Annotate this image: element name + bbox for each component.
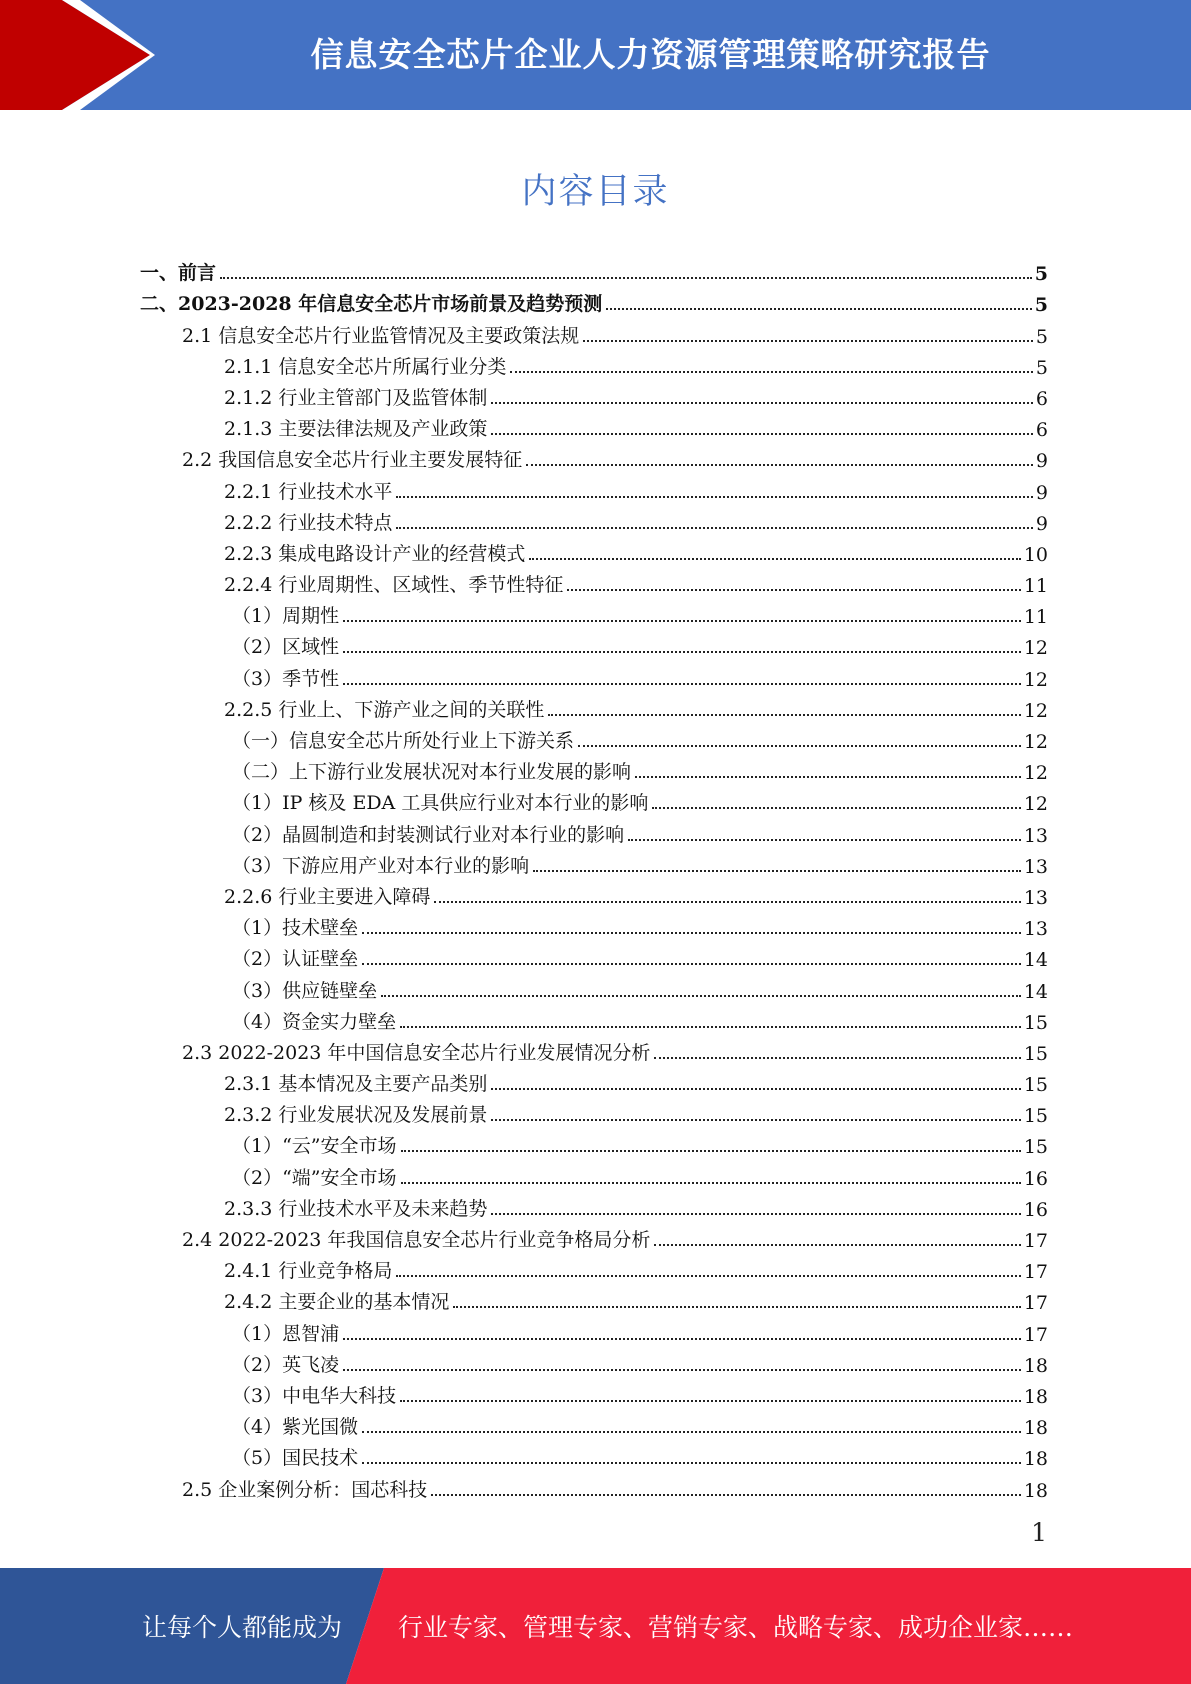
toc-entry-page: 5 (1034, 263, 1048, 286)
toc-entry[interactable] (140, 1314, 1048, 1345)
toc-entry[interactable] (140, 285, 1048, 316)
toc-dot-leader (654, 1057, 1020, 1059)
toc-entry-page: 12 (1023, 762, 1048, 785)
toc-entry-label: （2）晶圆制造和封装测试行业对本行业的影响 (232, 823, 625, 846)
toc-dot-leader (401, 1182, 1021, 1184)
toc-entry-label: （1）周期性 (232, 605, 340, 628)
toc-entry-page: 12 (1023, 731, 1048, 753)
toc-entry-label: 2.2.3 集成电路设计产业的经营模式 (224, 542, 526, 565)
toc-dot-leader (635, 776, 1021, 778)
toc-entry-label: 2.4.2 主要企业的基本情况 (224, 1291, 450, 1314)
toc-dot-leader (510, 371, 1033, 373)
toc-dot-leader (362, 1431, 1021, 1433)
toc-entry[interactable] (140, 1127, 1048, 1158)
toc-entry[interactable] (140, 1096, 1048, 1127)
footer-banner (0, 1568, 1191, 1684)
toc-entry-label: 2.1.1 信息安全芯片所属行业分类 (224, 355, 507, 378)
toc-entry[interactable] (140, 348, 1048, 379)
toc-entry-label: （4）紫光国微 (232, 1416, 359, 1439)
toc-entry-label: 二、2023-2028 年信息安全芯片市场前景及趋势预测 (140, 293, 603, 316)
toc-entry-page: 15 (1023, 1136, 1048, 1159)
toc-dot-leader (453, 1306, 1020, 1308)
toc-dot-leader (529, 558, 1020, 560)
toc-dot-leader (491, 433, 1033, 435)
toc-dot-leader (526, 464, 1033, 466)
toc-entry-page: 15 (1023, 1074, 1048, 1097)
toc-entry[interactable] (140, 1190, 1048, 1221)
toc-dot-leader (396, 496, 1033, 498)
toc-entry-page: 18 (1023, 1354, 1048, 1377)
toc-entry-page: 18 (1023, 1417, 1048, 1440)
toc-entry-page: 15 (1023, 1011, 1048, 1034)
toc-entry-label: （1）IP 核及 EDA 工具供应行业对本行业的影响 (232, 792, 649, 815)
toc-entry[interactable] (140, 1346, 1048, 1377)
toc-dot-leader (434, 901, 1020, 903)
footer-slogan-left: 让每个人都能成为 (142, 1613, 343, 1642)
toc-entry-page: 18 (1023, 1385, 1048, 1408)
toc-entry[interactable] (140, 659, 1048, 690)
toc-entry-label: （3）供应链壁垒 (232, 979, 378, 1002)
toc-entry-page: 17 (1023, 1230, 1048, 1252)
toc-entry-label: 2.4.1 行业竞争格局 (224, 1260, 393, 1283)
toc-entry-page: 12 (1023, 699, 1048, 722)
toc-entry-page: 5 (1035, 325, 1048, 348)
footer-slogan-right: 行业专家、管理专家、营销专家、战略专家、成功企业家…… (398, 1613, 1074, 1642)
toc-entry-page: 17 (1023, 1323, 1048, 1346)
toc-dot-leader (628, 839, 1021, 841)
toc-dot-leader (343, 620, 1021, 622)
toc-entry-label: （1）“云”安全市场 (232, 1135, 397, 1158)
toc-entry[interactable] (140, 1470, 1048, 1501)
toc-dot-leader (396, 1275, 1020, 1277)
toc-entry-label: 2.2 我国信息安全芯片行业主要发展特征 (182, 449, 523, 472)
toc-entry[interactable] (140, 628, 1048, 659)
toc-dot-leader (400, 1026, 1021, 1028)
toc-entry-page: 18 (1023, 1448, 1048, 1471)
toc-entry-label: （2）“端”安全市场 (232, 1166, 397, 1189)
toc-entry-page: 17 (1023, 1292, 1048, 1315)
toc-entry[interactable] (140, 410, 1048, 441)
toc-entry-page: 13 (1023, 918, 1048, 941)
toc-entry-label: （2）英飞凌 (232, 1353, 340, 1376)
toc-dot-leader (583, 340, 1033, 342)
toc-dot-leader (491, 1088, 1020, 1090)
toc-entry[interactable] (140, 254, 1048, 285)
toc-entry-page: 16 (1023, 1198, 1048, 1221)
toc-entry-label: 2.2.1 行业技术水平 (224, 480, 393, 503)
toc-entry-page: 17 (1023, 1261, 1048, 1284)
toc-dot-leader (606, 308, 1032, 310)
toc-entry-page: 9 (1035, 450, 1048, 473)
toc-entry-label: （3）下游应用产业对本行业的影响 (232, 854, 530, 877)
toc-entry-label: 2.5 企业案例分析：国芯科技 (182, 1478, 428, 1501)
toc-dot-leader (548, 714, 1020, 716)
toc-entry-label: （4）资金实力壁垒 (232, 1010, 397, 1033)
toc-entry-label: （二）上下游行业发展状况对本行业发展的影响 (232, 761, 632, 784)
toc-entry-label: 2.3 2022-2023 年中国信息安全芯片行业发展情况分析 (182, 1041, 651, 1064)
toc-dot-leader (343, 1338, 1021, 1340)
toc-entry[interactable] (140, 1439, 1048, 1470)
toc-entry[interactable] (140, 753, 1048, 784)
toc-entry-page: 12 (1023, 668, 1048, 691)
toc-dot-leader (652, 807, 1020, 809)
toc-dot-leader (401, 1150, 1021, 1152)
toc-entry-page: 18 (1023, 1479, 1048, 1502)
toc-entry[interactable] (140, 815, 1048, 846)
toc-dot-leader (491, 1213, 1020, 1215)
toc-entry-label: （3）季节性 (232, 667, 340, 690)
toc-entry[interactable] (140, 722, 1048, 753)
toc-entry[interactable] (140, 1283, 1048, 1314)
toc-entry[interactable] (140, 971, 1048, 1002)
toc-entry[interactable] (140, 940, 1048, 971)
toc-entry-label: 一、前言 (140, 262, 217, 285)
toc-entry-page: 16 (1023, 1167, 1048, 1190)
toc-entry-label: 2.2.2 行业技术特点 (224, 511, 393, 534)
toc-entry[interactable] (140, 504, 1048, 535)
toc-entry-label: （5）国民技术 (232, 1447, 359, 1470)
toc-entry[interactable] (140, 1377, 1048, 1408)
toc-entry-page: 11 (1023, 606, 1048, 629)
toc-entry-label: （2）认证壁垒 (232, 948, 359, 971)
toc-entry-page: 12 (1023, 793, 1048, 816)
toc-entry[interactable] (140, 1252, 1048, 1283)
toc-entry-label: 2.4 2022-2023 年我国信息安全芯片行业竞争格局分析 (182, 1229, 651, 1251)
toc-entry-page: 5 (1034, 294, 1048, 317)
toc-entry-page: 13 (1023, 886, 1048, 909)
toc-entry-page: 11 (1023, 575, 1048, 598)
toc-entry[interactable] (140, 1034, 1048, 1065)
toc-dot-leader (343, 683, 1021, 685)
toc-entry-page: 9 (1035, 512, 1048, 535)
toc-dot-leader (567, 589, 1020, 591)
toc-dot-leader (533, 870, 1021, 872)
toc-entry-label: 2.2.4 行业周期性、区域性、季节性特征 (224, 574, 564, 597)
toc-entry[interactable] (140, 878, 1048, 909)
toc-entry[interactable] (140, 1221, 1048, 1252)
toc-entry-label: 2.3.1 基本情况及主要产品类别 (224, 1073, 488, 1096)
report-title: 信息安全芯片企业人力资源管理策略研究报告 (310, 35, 991, 74)
toc-dot-leader (362, 932, 1021, 934)
toc-entry-label: 2.1.2 行业主管部门及监管体制 (224, 386, 488, 409)
toc-entry-label: （1）技术壁垒 (232, 917, 359, 940)
toc-entry[interactable] (140, 597, 1048, 628)
toc-entry-page: 13 (1023, 824, 1048, 847)
toc-entry-page: 14 (1023, 980, 1048, 1003)
toc-entry[interactable] (140, 691, 1048, 722)
toc-entry-label: 2.1.3 主要法律法规及产业政策 (224, 418, 488, 441)
toc-entry-label: 2.3.2 行业发展状况及发展前景 (224, 1104, 488, 1127)
toc-entry[interactable] (140, 535, 1048, 566)
toc-dot-leader (400, 1400, 1021, 1402)
toc-entry[interactable] (140, 566, 1048, 597)
toc-entry-page: 15 (1023, 1042, 1048, 1065)
toc-dot-leader (578, 745, 1021, 747)
toc-entry[interactable] (140, 784, 1048, 815)
toc-dot-leader (654, 1244, 1020, 1246)
toc-dot-leader (343, 1369, 1021, 1371)
toc-entry[interactable] (140, 316, 1048, 347)
toc-entry-page: 13 (1023, 855, 1048, 878)
toc-entry-page: 12 (1023, 637, 1048, 660)
toc-entry-label: 2.2.5 行业上、下游产业之间的关联性 (224, 698, 545, 721)
toc-dot-leader (343, 651, 1021, 653)
toc-entry-label: （3）中电华大科技 (232, 1384, 397, 1407)
toc-entry-page: 6 (1035, 387, 1048, 410)
toc-entry-label: （一）信息安全芯片所处行业上下游关系 (232, 730, 575, 752)
toc-entry[interactable] (140, 847, 1048, 878)
toc-entry-page: 10 (1023, 543, 1048, 566)
page-number: 1 (1031, 1518, 1047, 1547)
toc-dot-leader (381, 995, 1021, 997)
toc-entry[interactable] (140, 472, 1048, 503)
toc-entry[interactable] (140, 1158, 1048, 1189)
toc-entry[interactable] (140, 1003, 1048, 1034)
toc-entry[interactable] (140, 909, 1048, 940)
toc-entry-page: 9 (1035, 481, 1048, 504)
toc-dot-leader (491, 402, 1033, 404)
header-banner (0, 0, 1191, 110)
toc-entry-page: 5 (1035, 356, 1048, 379)
toc-entry[interactable] (140, 1065, 1048, 1096)
toc-dot-leader (491, 1119, 1020, 1121)
toc-title: 内容目录 (521, 172, 670, 212)
toc-entry-label: （2）区域性 (232, 636, 340, 659)
toc-entry-page: 15 (1023, 1105, 1048, 1128)
toc-entry-label: 2.1 信息安全芯片行业监管情况及主要政策法规 (182, 324, 580, 347)
toc-entry[interactable] (140, 379, 1048, 410)
table-of-contents (140, 254, 1048, 1502)
toc-entry-page: 14 (1023, 949, 1048, 972)
toc-dot-leader (431, 1494, 1021, 1496)
toc-dot-leader (362, 1462, 1021, 1464)
toc-entry[interactable] (140, 441, 1048, 472)
toc-entry[interactable] (140, 1408, 1048, 1439)
toc-entry-label: 2.3.3 行业技术水平及未来趋势 (224, 1197, 488, 1220)
toc-entry-label: （1）恩智浦 (232, 1322, 340, 1345)
toc-dot-leader (362, 963, 1021, 965)
toc-dot-leader (396, 527, 1033, 529)
toc-entry-label: 2.2.6 行业主要进入障碍 (224, 885, 431, 908)
toc-dot-leader (220, 277, 1032, 279)
toc-entry-page: 6 (1035, 419, 1048, 442)
